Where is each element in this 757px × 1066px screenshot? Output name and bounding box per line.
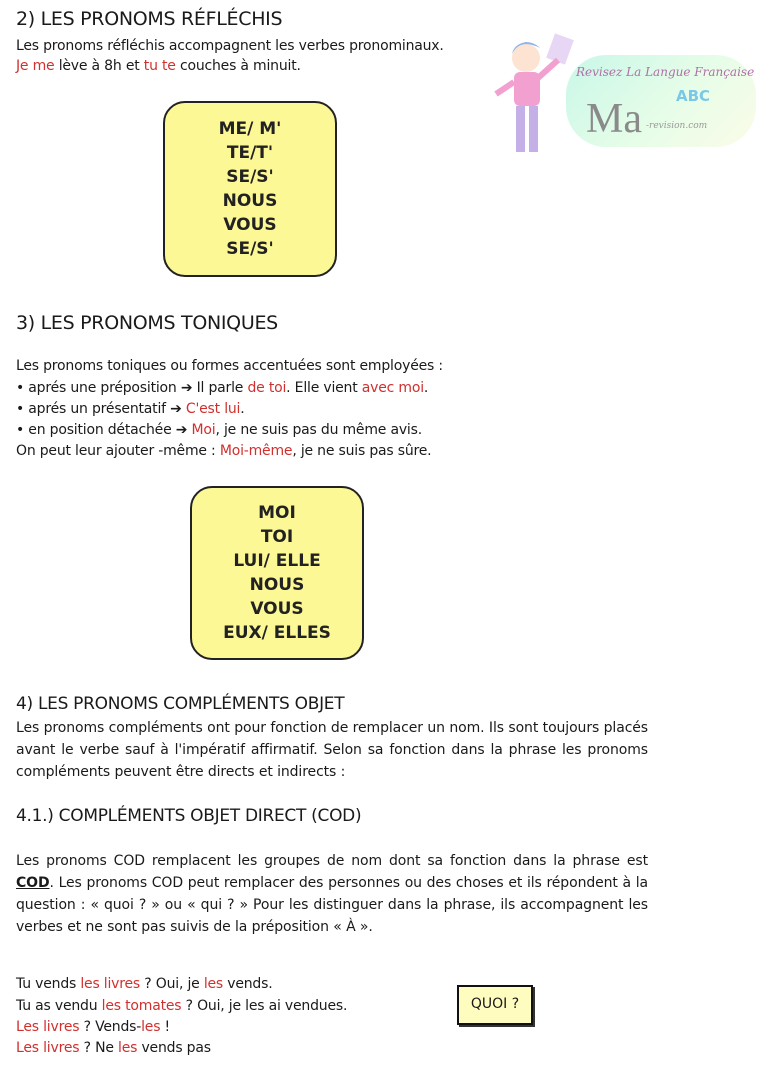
text-segment: , je ne suis pas sûre. [292,443,432,459]
logo-abc: ABC [676,87,711,105]
text-segment: ! [160,1019,170,1035]
quoi-question-box: QUOI ? [457,985,533,1025]
highlighted-text: les [203,976,224,992]
text-segment: , je ne suis pas du même avis. [215,422,422,438]
cod-term: COD [16,875,50,891]
pronoun: VOUS [250,599,304,619]
pronoun: SE/S' [226,239,274,259]
highlighted-text: Moi-même [219,443,293,459]
highlighted-text: tu te [143,58,176,74]
section-3-line [16,400,245,419]
text-segment: Les pronoms toniques ou formes accentuées sont employées : [16,358,443,374]
text-segment: lève à 8h et [54,58,144,74]
text-segment: • aprés une préposition ➔ Il parle [16,380,248,396]
paragraph-text: Les pronoms COD remplacent les groupes de nom dont sa fonction dans la phrase est [16,853,648,869]
pronoun: EUX/ ELLES [223,623,331,643]
text-segment: • aprés un présentatif ➔ [16,401,186,417]
example-line [16,997,347,1016]
section-3-line [16,442,431,461]
text-segment: • en position détachée ➔ [16,422,192,438]
highlighted-text: les [118,1040,138,1056]
highlighted-text: les tomates [101,998,182,1014]
pronoun: NOUS [222,191,278,211]
pronoun: LUI/ ELLE [233,551,321,571]
text-segment: . Elle vient [286,380,362,396]
pronoun: VOUS [223,215,277,235]
reflexive-pronouns-box [163,101,337,277]
section-4-1-title: 4.1.) COMPLÉMENTS OBJET DIRECT (COD) [16,806,362,826]
section-4-1-paragraph [16,850,648,938]
section-3-line [16,379,428,398]
section-3-line [16,357,443,376]
text-segment: ? Oui, je les ai vendues. [181,998,348,1014]
student-illustration [486,32,578,160]
text-segment: Tu vends [16,976,81,992]
highlighted-text: les livres [80,976,141,992]
text-segment: ? Ne [79,1040,119,1056]
pronoun: TE/T' [226,143,274,163]
text-segment: . [423,380,429,396]
text-segment: . [240,401,245,417]
pronoun: SE/S' [226,167,274,187]
text-segment: ? Vends- [79,1019,142,1035]
section-2-intro: Les pronoms réfléchis accompagnent les verbes pronominaux. [16,38,444,54]
paragraph-text: . Les pronoms COD peut remplacer des personnes ou des choses et ils répondent à la question : « quoi ? » ou « qui ? » Pour les distinguer dans la phrase, ils accompagnent les verbes et ne sont pas suivis de la préposition « À ». [16,875,648,935]
section-4-paragraph: Les pronoms compléments ont pour fonction de remplacer un nom. Ils sont toujours placés avant le verbe sauf à l'impératif affirmatif. Selon sa fonction dans la phrase les pronoms compléments peuvent être directs et indirects : [16,720,648,780]
section-2-title: 2) LES PRONOMS RÉFLÉCHIS [16,8,283,30]
text-segment: ? Oui, je [140,976,204,992]
logo-ma: Ma [586,96,642,142]
pronoun: TOI [260,527,294,547]
highlighted-text: avec moi [361,380,424,396]
highlighted-text: Je me [16,58,55,74]
example-line [16,1039,211,1058]
example-line [16,1018,170,1037]
highlighted-text: Les livres [16,1040,80,1056]
highlighted-text: Les livres [16,1019,80,1035]
highlighted-text: les [141,1019,161,1035]
text-segment: couches à minuit. [175,58,301,74]
section-3-title: 3) LES PRONOMS TONIQUES [16,312,278,334]
pronoun: NOUS [249,575,305,595]
text-segment: vends. [223,976,273,992]
pronoun: ME/ M' [218,119,282,139]
site-logo [566,55,756,147]
highlighted-text: de toi [247,380,287,396]
highlighted-text: Moi [191,422,216,438]
section-2-example [16,57,301,76]
pronoun: MOI [258,503,296,523]
text-segment: On peut leur ajouter -même : [16,443,220,459]
text-segment: Tu as vendu [16,998,102,1014]
section-4-title: 4) LES PRONOMS COMPLÉMENTS OBJET [16,694,345,714]
section-3-line [16,421,422,440]
tonic-pronouns-box [190,486,364,660]
logo-tagline: Revisez La Langue Française [576,65,755,79]
highlighted-text: C'est lui [185,401,241,417]
text-segment: vends pas [137,1040,211,1056]
example-line [16,975,272,994]
logo-domain: -revision.com [646,121,708,131]
